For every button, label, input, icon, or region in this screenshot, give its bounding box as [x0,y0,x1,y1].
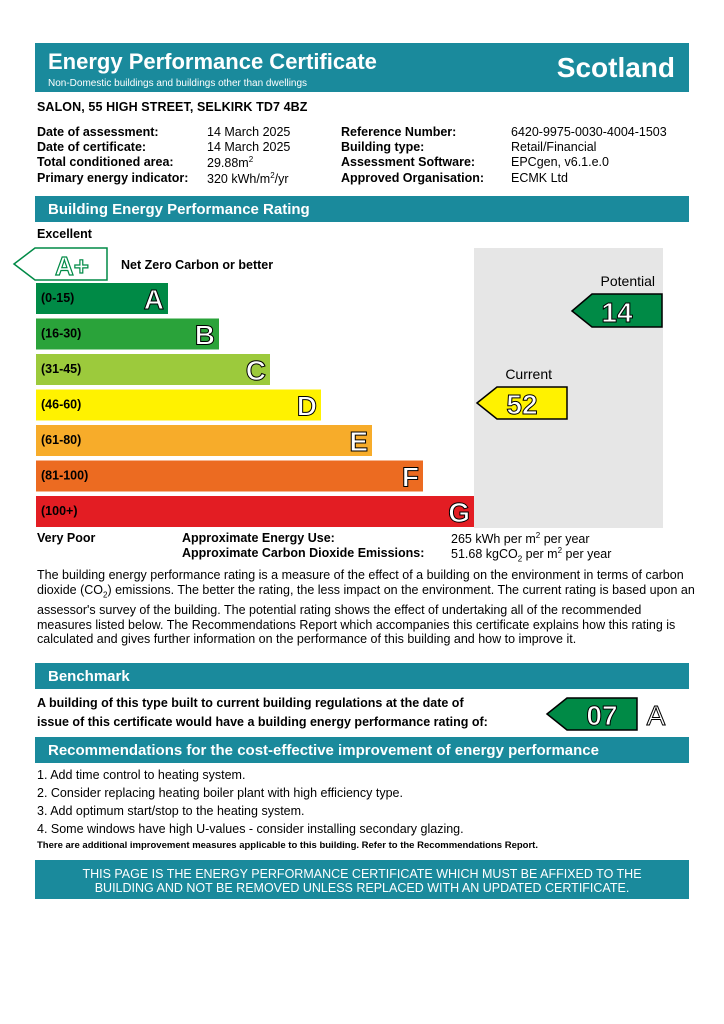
current-value: 52 [506,389,538,420]
detail-label: Total conditioned area: [37,155,174,169]
rating-band-letter: G [448,497,470,528]
area-sup: 2 [248,155,254,164]
footer-line-1: THIS PAGE IS THE ENERGY PERFORMANCE CERTIFICATE WHICH MUST BE AFFIXED TO THE [82,867,642,881]
pei-sup: 2 [270,171,275,180]
current-label: Current [505,366,552,382]
rating-band-range: (0-15) [41,291,75,305]
detail-label: Assessment Software: [341,155,476,169]
area-value: 29.88m [207,156,249,171]
description-part1: The building energy performance rating is a measure of the effect of a building on the environment in terms of carbon dioxide (CO [37,568,684,597]
co2-suffix: per year [562,547,612,562]
co2-label: Approximate Carbon Dioxide Emissions: [182,546,425,560]
rating-band-range: (100+) [41,504,78,518]
detail-value: 6420-9975-0030-4004-1503 [511,125,667,139]
net-zero-arrow [14,248,107,281]
very-poor-label: Very Poor [37,531,96,545]
benchmark-title: Benchmark [48,668,130,685]
rating-section-header [35,196,689,222]
rating-band-letter: D [296,390,317,422]
detail-label: Reference Number: [341,125,457,139]
rating-band-letter: C [245,355,266,386]
co2-mid: per m [522,547,558,562]
energy-use-label: Approximate Energy Use: [182,531,335,545]
energy-use-suffix: per year [540,532,590,547]
detail-value: 14 March 2025 [207,140,291,154]
certificate-title: Energy Performance Certificate [48,49,377,74]
benchmark-letter: A [646,700,666,731]
net-zero-letter: A+ [55,251,89,281]
excellent-label: Excellent [37,227,92,241]
detail-value [207,171,289,186]
pei-value: 320 kWh/m [207,172,271,187]
detail-label: Date of certificate: [37,140,147,154]
rating-description [37,568,697,647]
co2-sup: 2 [557,546,563,555]
potential-value: 14 [601,297,633,328]
potential-label: Potential [600,273,655,289]
recommendation-item: 2. Consider replacing heating boiler plant with high efficiency type. [37,786,403,800]
rating-band-letter: A [143,284,164,315]
rating-band-range: (16-30) [41,326,82,341]
detail-value: Retail/Financial [511,140,597,154]
co2-sub: 2 [517,554,523,564]
detail-label: Approved Organisation: [341,171,485,185]
detail-label: Primary energy indicator: [37,171,189,185]
detail-label: Building type: [341,140,425,154]
rating-band-range: (61-80) [41,433,82,447]
detail-value [207,155,253,170]
co2-value [451,546,611,564]
rating-band-letter: F [401,461,419,493]
benchmark-value: 07 [586,700,618,731]
benchmark-line-1: A building of this type built to current building regulations at the date of [37,696,464,710]
rating-band-range: (81-100) [41,468,89,483]
rating-band-f [36,461,423,492]
rating-band-e [36,425,372,456]
detail-value: ECMK Ltd [511,171,568,185]
detail-value: 14 March 2025 [207,125,291,139]
detail-label: Date of assessment: [37,125,159,139]
rating-band-g [36,496,474,527]
description-part2: ) emissions. The better the rating, the less impact on the environment. The current rating is based upon an assessor's survey of the building. The potential rating shows the effect of undertaking all of the recommended measures listed below. The Recommendations Report which accompanies this certificate explains how this rating is calculated and gives further information on the performance of this building and how to improve it. [37,582,695,647]
energy-use-sup: 2 [535,531,541,540]
net-zero-text: Net Zero Carbon or better [121,258,274,272]
recommendations-section-header [35,737,689,763]
certificate-subtitle: Non-Domestic buildings and buildings other than dwellings [48,78,308,89]
footer-line-2: BUILDING AND NOT BE REMOVED UNLESS REPLACED WITH AN UPDATED CERTIFICATE. [94,881,630,895]
benchmark-indicator [540,694,675,734]
recommendation-item: 3. Add optimum start/stop to the heating system. [37,804,305,818]
energy-rating-chart [0,240,724,540]
co2-number: 51.68 kgCO [451,547,518,562]
footer-banner [35,860,689,899]
rating-band-range: (46-60) [41,397,82,412]
benchmark-section-header [35,663,689,689]
energy-use-value [451,531,590,546]
detail-value: EPCgen, v6.1.e.0 [511,155,609,169]
recommendation-item: 4. Some windows have high U-values - consider installing secondary glazing. [37,822,464,836]
benchmark-line-2: issue of this certificate would have a building energy performance rating of: [37,715,488,729]
recommendations-title: Recommendations for the cost-effective improvement of energy performance [48,742,599,759]
recommendations-note: There are additional improvement measures applicable to this building. Refer to the Recommendations Report. [37,840,538,851]
rating-band-range: (31-45) [41,362,82,376]
rating-band-letter: E [349,426,368,457]
recommendation-item: 1. Add time control to heating system. [37,768,246,782]
property-address: SALON, 55 HIGH STREET, SELKIRK TD7 4BZ [37,100,308,114]
rating-section-title: Building Energy Performance Rating [48,201,310,218]
country-label: Scotland [556,52,675,83]
rating-band-letter: B [194,319,215,351]
pei-suffix: /yr [274,172,289,187]
description-sub: 2 [103,590,108,600]
energy-use-number: 265 kWh per m [451,532,536,547]
